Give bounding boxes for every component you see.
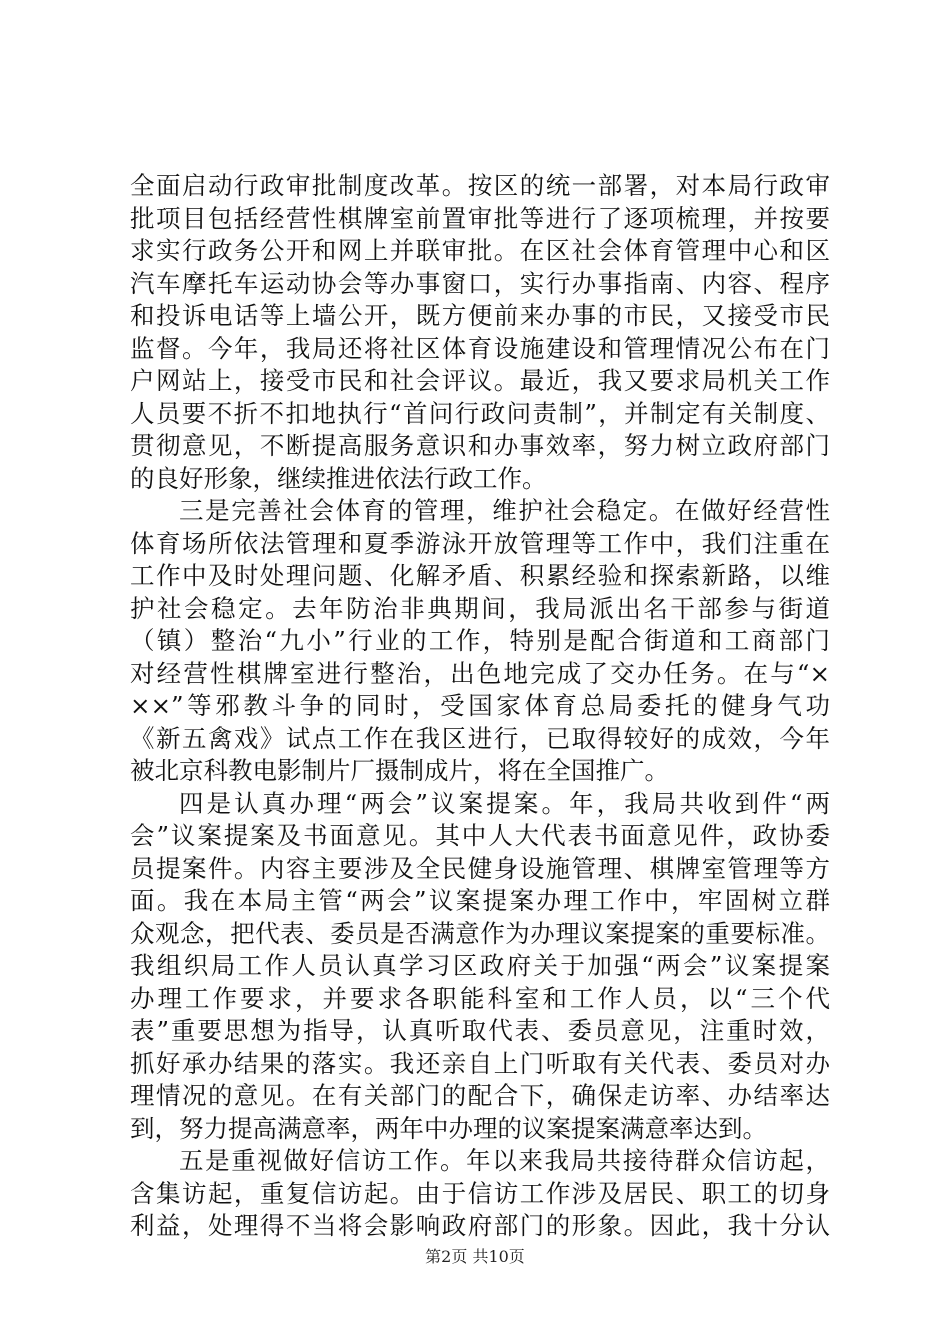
text-line: 员提案件。内容主要涉及全民健身设施管理、棋牌室管理等方 <box>130 853 830 883</box>
text-line: 和投诉电话等上墙公开，既方便前来办事的市民，又接受市民 <box>130 301 830 330</box>
text-line: 工作中及时处理问题、化解矛盾、积累经验和探索新路，以维 <box>130 561 830 590</box>
text-line: 贯彻意见，不断提高服务意识和办事效率，努力树立政府部门 <box>130 431 830 460</box>
text-line: 我组织局工作人员认真学习区政府关于加强“两会”议案提案 <box>130 951 830 980</box>
text-line: 众观念，把代表、委员是否满意作为办理议案提案的重要标准。 <box>130 918 830 948</box>
text-line: 理情况的意见。在有关部门的配合下，确保走访率、办结率达 <box>130 1081 830 1110</box>
text-line: 人员要不折不扣地执行“首问行政问责制”，并制定有关制度、 <box>130 398 830 428</box>
text-line: 三是完善社会体育的管理，维护社会稳定。在做好经营性 <box>179 496 830 525</box>
text-line: 求实行政务公开和网上并联审批。在区社会体育管理中心和区 <box>130 236 830 265</box>
document-body <box>130 170 830 1243</box>
text-line: 被北京科教电影制片厂摄制成片，将在全国推广。 <box>130 756 669 785</box>
text-line: 到，努力提高满意率，两年中办理的议案提案满意率达到。 <box>130 1113 767 1143</box>
text-line: 表”重要思想为指导，认真听取代表、委员意见，注重时效， <box>130 1016 830 1045</box>
text-line: 办理工作要求，并要求各职能科室和工作人员，以“三个代 <box>130 983 830 1013</box>
page-footer: 第2页 共10页 <box>425 1247 525 1266</box>
text-line: 利益，处理得不当将会影响政府部门的形象。因此，我十分认 <box>130 1211 830 1240</box>
text-line: ××”等邪教斗争的同时，受国家体育总局委托的健身气功 <box>130 691 830 720</box>
text-line: 护社会稳定。去年防治非典期间，我局派出名干部参与街道 <box>130 593 830 623</box>
text-line: 体育场所依法管理和夏季游泳开放管理等工作中，我们注重在 <box>130 528 830 558</box>
text-line: 会”议案提案及书面意见。其中人大代表书面意见件，政协委 <box>130 821 830 850</box>
text-line: 汽车摩托车运动协会等办事窗口，实行办事指南、内容、程序 <box>130 268 830 298</box>
text-line: 全面启动行政审批制度改革。按区的统一部署，对本局行政审 <box>130 171 830 200</box>
text-line: 含集访起，重复信访起。由于信访工作涉及居民、职工的切身 <box>130 1178 830 1208</box>
text-line: 的良好形象，继续推进依法行政工作。 <box>130 463 547 493</box>
text-line: 户网站上，接受市民和社会评议。最近，我又要求局机关工作 <box>130 366 830 395</box>
text-line: 监督。今年，我局还将社区体育设施建设和管理情况公布在门 <box>130 333 830 363</box>
text-line: 《新五禽戏》试点工作在我区进行，已取得较好的成效，今年 <box>130 723 830 753</box>
text-line: 抓好承办结果的落实。我还亲自上门听取有关代表、委员对办 <box>130 1048 830 1078</box>
text-line: 批项目包括经营性棋牌室前置审批等进行了逐项梳理，并按要 <box>130 203 830 233</box>
text-line: 四是认真办理“两会”议案提案。年，我局共收到件“两 <box>179 788 830 818</box>
text-line: 五是重视做好信访工作。年以来我局共接待群众信访起， <box>179 1146 830 1175</box>
text-line: 对经营性棋牌室进行整治，出色地完成了交办任务。在与“× <box>130 658 830 688</box>
text-line: 面。我在本局主管“两会”议案提案办理工作中，牢固树立群 <box>130 886 830 915</box>
text-line: （镇）整治“九小”行业的工作，特别是配合街道和工商部门 <box>130 626 830 655</box>
